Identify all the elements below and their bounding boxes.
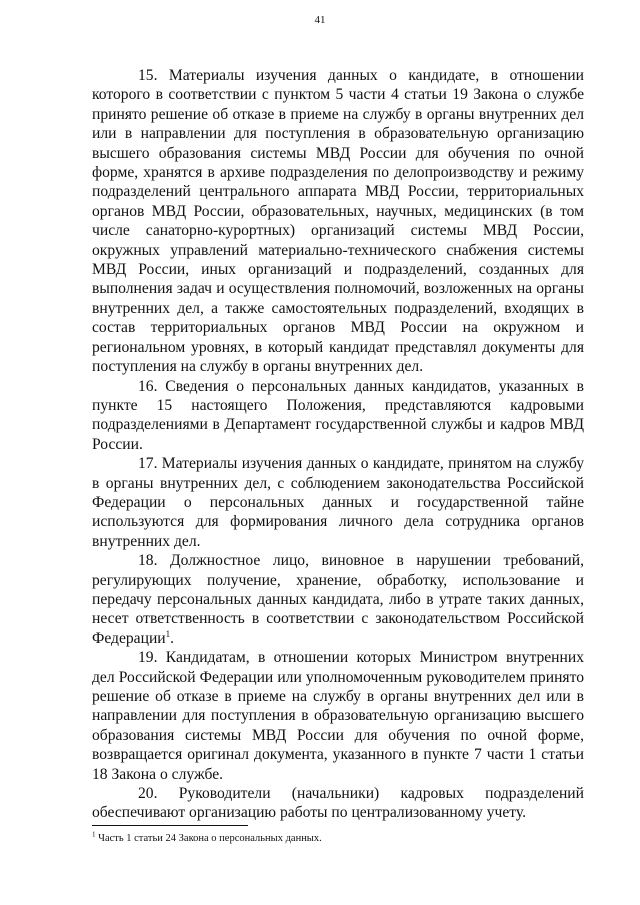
paragraph-18-end: . [170,629,175,647]
footnote-marker: 1 [92,830,96,839]
footnote-divider [92,825,248,826]
page-number: 41 [314,14,326,26]
paragraph-19: 19. Кандидатам, в отношении которых Министром внутренних дел Российской Федерации или уполномоченным руководителем принято решение об отказе в приеме на службу в органы внутренних дел или в направлении для поступления в образовательную организацию высшего образования системы МВД России для обучения по очной форме, возвращается оригинал документа, указанного в пункте 7 части 1 статьи 18 Закона о службе. [92,649,584,783]
document-body [92,66,584,823]
paragraph-18 [92,551,584,648]
paragraph-20: 20. Руководители (начальники) кадровых подразделений обеспечивают организацию работы по централизованному учету. [92,785,584,822]
footnote-text: Часть 1 статьи 24 Закона о персональных данных. [98,833,322,844]
footnote [92,832,584,845]
paragraph-15: 15. Материалы изучения данных о кандидате, в отношении которого в соответствии с пунктом 5 части 4 статьи 19 Закона о службе принято решение об отказе в приеме на службу в органы внутренних дел или в направлении для поступления в образовательную организацию высшего образования системы МВД России для обучения по очной форме, хранятся в архиве подразделения по делопроизводству и режиму подразделений центрального аппарата МВД России, территориальных органов МВД России, образовательных, научных, медицинских (в том числе санаторно-курортных) организаций системы МВД России, окружных управлений материально-технического снабжения системы МВД России, иных организаций и подразделений, созданных для выполнения задач и осуществления полномочий, возложенных на органы внутренних дел, а также самостоятельных подразделений, входящих в состав территориальных органов МВД России на окружном и региональном уровнях, в который кандидат представлял документы для поступления на службу в органы внутренних дел. [92,67,584,376]
paragraph-17: 17. Материалы изучения данных о кандидате, принятом на службу в органы внутренних дел, с соблюдением законодательства Российской Федерации о персональных данных и государственной тайне используются для формирования личного дела сотрудника органов внутренних дел. [92,455,584,550]
paragraph-18-text: 18. Должностное лицо, виновное в нарушении требований, регулирующих получение, хранение, обработку, использование и передачу персональных данных кандидата, либо в утрате таких данных, несет ответственность в соответствии с законодательством Российской Федерации [92,552,584,647]
paragraph-16: 16. Сведения о персональных данных кандидатов, указанных в пункте 15 настоящего Положения, представляются кадровыми подразделениями в Департамент государственной службы и кадров МВД России. [92,377,584,453]
footnote-reference: 1 [165,628,171,639]
